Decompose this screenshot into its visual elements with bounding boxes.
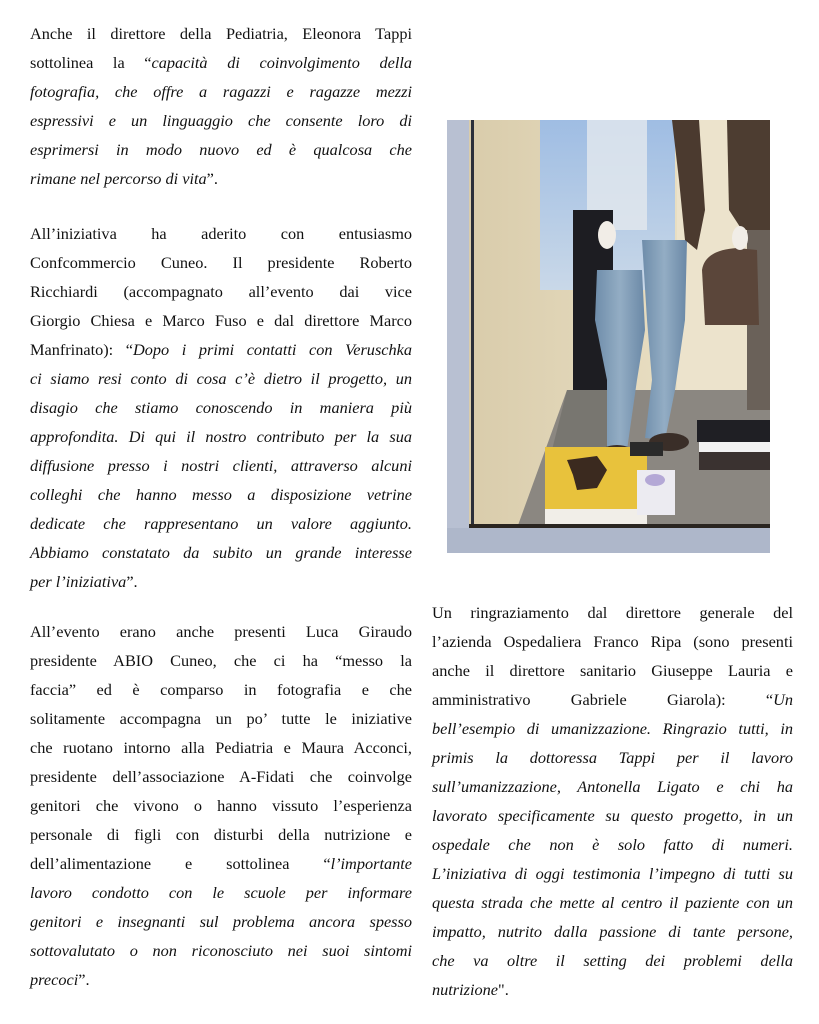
text-run: All’evento erano anche presenti Luca Giraudo [30, 622, 412, 641]
text-line [30, 762, 412, 791]
text-run: l’azienda Ospedaliera Franco Ripa (sono presenti [432, 632, 793, 651]
text-line [30, 48, 412, 77]
italic-quote-run: questa strada che mette al centro il paziente con un [432, 893, 793, 912]
text-line [30, 219, 412, 248]
text-line [432, 917, 793, 946]
text-line [432, 772, 793, 801]
text-run: amministrativo Gabriele Giarola): “ [432, 690, 774, 709]
text-run: ". [498, 980, 509, 999]
italic-quote-run: genitori e insegnanti sul problema ancora spesso [30, 912, 412, 931]
text-line [30, 451, 412, 480]
text-line [432, 743, 793, 772]
window-sill-line [469, 524, 770, 528]
text-line [432, 685, 793, 714]
text-line [30, 364, 412, 393]
text-run: Un ringraziamento dal direttore generale del [432, 603, 793, 622]
text-run: faccia” ed è comparso in fotografia e che [30, 680, 412, 699]
text-line [30, 820, 412, 849]
text-line [30, 77, 412, 106]
italic-quote-run: L’iniziativa di oggi testimonia l’impegno di tutti su [432, 864, 793, 883]
text-line [30, 106, 412, 135]
italic-quote-run: nutrizione [432, 980, 499, 999]
text-line [30, 965, 412, 994]
text-run: ”. [126, 572, 138, 591]
italic-quote-run: dedicate che rappresentano un valore aggiunto. [30, 514, 412, 533]
italic-quote-run: lavorato specificamente su questo progetto, in un [432, 806, 793, 825]
frame-edge [471, 120, 474, 528]
italic-quote-run: espressivi e un linguaggio che consente loro di [30, 111, 412, 130]
text-line [432, 801, 793, 830]
text-line [30, 509, 412, 538]
text-line [432, 627, 793, 656]
text-line [432, 859, 793, 888]
text-run: genitori che vivono o hanno vissuto l’esperienza [30, 796, 412, 815]
window-sill [447, 528, 770, 553]
text-line [30, 248, 412, 277]
text-run: sottolinea la “ [30, 53, 152, 72]
paragraph-director-thanks [432, 598, 793, 1004]
text-run: Giorgio Chiesa e Marco Fuso e dal direttore Marco [30, 311, 412, 330]
text-line [30, 164, 412, 193]
italic-quote-run: primis la dottoressa Tappi per il lavoro [432, 748, 793, 767]
text-run: dell’alimentazione e sottolinea “ [30, 854, 331, 873]
poster-logos-strip [545, 509, 647, 524]
text-run: ”. [206, 169, 218, 188]
text-run: All’iniziativa ha aderito con entusiasmo [30, 224, 412, 243]
italic-quote-run: Un [773, 690, 793, 709]
text-run: che ruotano intorno alla Pediatria e Maura Acconci, [30, 738, 412, 757]
text-line [30, 393, 412, 422]
text-line [30, 480, 412, 509]
text-line [30, 849, 412, 878]
italic-quote-run: diffusione presso i nostri clienti, attraverso alcuni [30, 456, 412, 475]
shop-window-photo [447, 120, 770, 553]
text-run: presidente ABIO Cuneo, che ci ha “messo la [30, 651, 412, 670]
text-line [432, 975, 793, 1004]
folded-sweater-dark [697, 420, 770, 442]
text-run: ”. [78, 970, 90, 989]
italic-quote-run: ospedale che non è solo fatto di numeri. [432, 835, 793, 854]
text-line [30, 936, 412, 965]
text-run: Ricchiardi (accompagnato all’evento dai vice [30, 282, 412, 301]
italic-quote-run: che va oltre il setting dei problemi della [432, 951, 793, 970]
text-line [432, 830, 793, 859]
text-run: presidente dell’associazione A-Fidati che coinvolge [30, 767, 412, 786]
text-line [30, 791, 412, 820]
italic-quote-run: impatto, nutrito dalla passione di tante persone, [432, 922, 793, 941]
italic-quote-run: fotografia, che offre a ragazzi e ragazze mezzi [30, 82, 412, 101]
text-run: Manfrinato): “ [30, 340, 133, 359]
paragraph-pediatria-director [30, 19, 412, 193]
mannequin-hand [598, 221, 616, 249]
shop-window-illustration [447, 120, 770, 553]
text-line [30, 878, 412, 907]
italic-quote-run: per l’iniziativa [30, 572, 127, 591]
text-line [30, 135, 412, 164]
text-line [432, 714, 793, 743]
italic-quote-run: colleghi che hanno messo a disposizione vetrine [30, 485, 412, 504]
text-run: Anche il direttore della Pediatria, Eleonora Tappi [30, 24, 412, 43]
text-line [30, 335, 412, 364]
text-line [30, 733, 412, 762]
italic-quote-run: bell’esempio di umanizzazione. Ringrazio tutti, in [432, 719, 793, 738]
text-run: personale di figli con disturbi della nutrizione e [30, 825, 412, 844]
italic-quote-run: capacità di coinvolgimento della [151, 53, 413, 72]
leather-jacket-right [727, 120, 770, 230]
italic-quote-run: l’importante [330, 854, 412, 873]
text-line [30, 567, 412, 596]
italic-quote-run: esprimersi in modo nuovo ed è qualcosa che [30, 140, 412, 159]
italic-quote-run: ci siamo resi conto di cosa c’è dietro il progetto, un [30, 369, 412, 388]
text-line [30, 538, 412, 567]
text-run: solitamente accompagna un po’ tutte le iniziative [30, 709, 412, 728]
text-line [30, 422, 412, 451]
text-line [30, 306, 412, 335]
folded-sweater-white [699, 442, 770, 452]
leather-bag [702, 248, 759, 325]
paragraph-event-guests [30, 617, 412, 994]
italic-quote-run: Abbiamo constatato da subito un grande interesse [30, 543, 412, 562]
italic-quote-run: Dopo i primi contatti con Veruschka [133, 340, 413, 359]
text-line [432, 946, 793, 975]
text-line [30, 704, 412, 733]
italic-quote-run: lavoro condotto con le scuole per informare [30, 883, 412, 902]
text-line [30, 907, 412, 936]
text-run: Confcommercio Cuneo. Il presidente Roberto [30, 253, 412, 272]
text-line [30, 19, 412, 48]
text-line [432, 598, 793, 627]
text-line [30, 617, 412, 646]
card-sticker [645, 474, 665, 486]
italic-quote-run: rimane nel percorso di vita [30, 169, 207, 188]
text-line [432, 656, 793, 685]
price-card [630, 442, 663, 456]
text-line [30, 277, 412, 306]
folded-sweater-brown [699, 452, 770, 470]
right-hand [732, 226, 748, 250]
italic-quote-run: approfondita. Di qui il nostro contributo per la sua [30, 427, 412, 446]
text-line [432, 888, 793, 917]
text-line [30, 646, 412, 675]
paragraph-confcommercio [30, 219, 412, 596]
text-run: anche il direttore sanitario Giuseppe Lauria e [432, 661, 793, 680]
italic-quote-run: disagio che stiamo conoscendo in maniera più [30, 398, 412, 417]
italic-quote-run: precoci [30, 970, 79, 989]
italic-quote-run: sull’umanizzazione, Antonella Ligato e chi ha [432, 777, 793, 796]
italic-quote-run: sottovalutato o non riconosciuto nei suoi sintomi [30, 941, 412, 960]
text-line [30, 675, 412, 704]
